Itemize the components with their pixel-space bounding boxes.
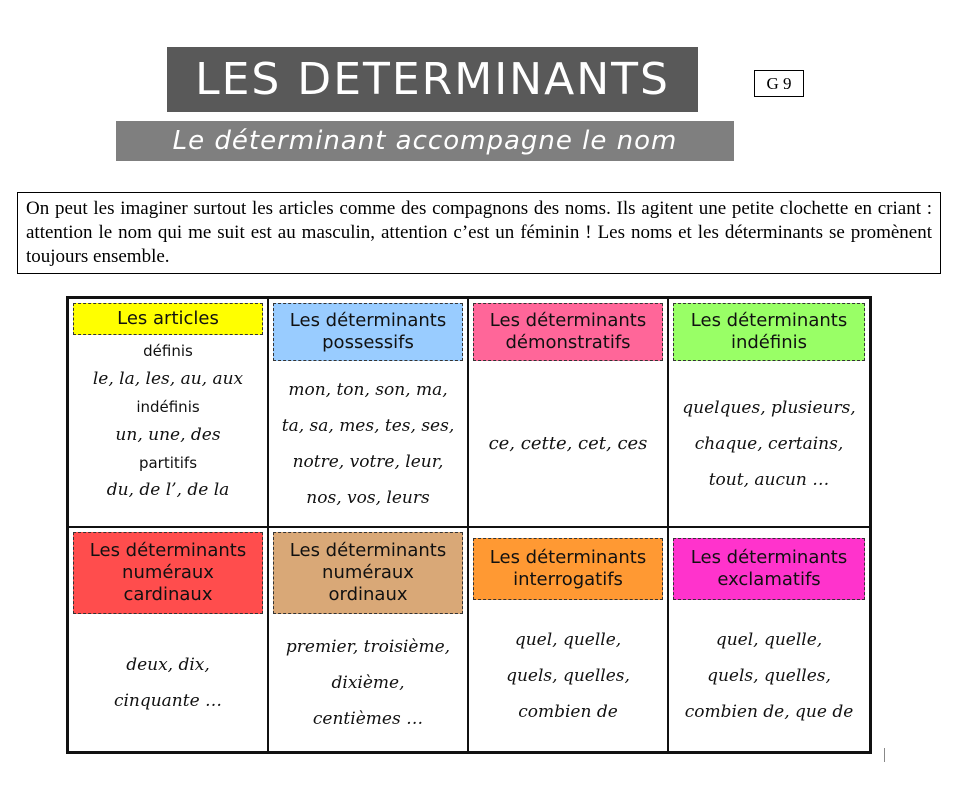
header-cardinaux [73, 532, 263, 614]
cell-articles [69, 299, 269, 528]
header-possessifs [273, 303, 463, 361]
header-indefinis-line1: Les déterminants [690, 310, 848, 331]
ordinaux-line3: centièmes … [312, 708, 424, 729]
header-demonstratifs-line2: démonstratifs [505, 332, 631, 353]
interrogatifs-line3: combien de [518, 701, 618, 722]
page-mark [884, 748, 885, 762]
sheet-code: G 9 [754, 70, 804, 97]
header-cardinaux-line3: cardinaux [123, 584, 213, 605]
cell-interrogatifs [469, 528, 669, 751]
cell-indefinis [669, 299, 869, 528]
examples-indefinis: un, une, des [115, 425, 221, 445]
ordinaux-line2: dixième, [331, 672, 405, 693]
header-ordinaux-line1: Les déterminants [289, 540, 447, 561]
ordinaux-line1: premier, troisième, [285, 636, 451, 657]
indefinis-line3: tout, aucun … [708, 469, 830, 490]
intro-paragraph: On peut les imaginer surtout les articles comme des compagnons des noms. Ils agitent une petite clochette en criant : attention le nom qui me suit est au masculin, attention c’est un féminin ! Les noms et les déterminants se promènent toujours ensemble. [17, 192, 941, 274]
cell-cardinaux [69, 528, 269, 751]
body-articles [69, 335, 267, 526]
header-indefinis-line2: indéfinis [730, 332, 808, 353]
header-indefinis [673, 303, 865, 361]
header-exclamatifs-line1: Les déterminants [690, 547, 848, 568]
page-subtitle: Le déterminant accompagne le nom [116, 121, 734, 161]
label-indefinis: indéfinis [136, 398, 200, 416]
header-ordinaux-line2: numéraux [322, 562, 414, 583]
body-exclamatifs [669, 600, 869, 751]
header-exclamatifs [673, 538, 865, 600]
body-indefinis [669, 361, 869, 526]
cell-exclamatifs [669, 528, 869, 751]
cell-possessifs [269, 299, 469, 528]
cardinaux-line2: cinquante … [113, 690, 223, 711]
exclamatifs-line1: quel, quelle, [715, 629, 823, 650]
possessifs-line1: mon, ton, son, ma, [288, 379, 448, 400]
header-articles-title: Les articles [117, 308, 219, 329]
examples-partitifs: du, de l’, de la [106, 480, 230, 500]
interrogatifs-line2: quels, quelles, [506, 665, 630, 686]
header-interrogatifs-line1: Les déterminants [489, 547, 647, 568]
interrogatifs-line1: quel, quelle, [514, 629, 622, 650]
exclamatifs-line3: combien de, que de [684, 701, 854, 722]
body-possessifs [269, 361, 467, 526]
cell-ordinaux [269, 528, 469, 751]
cardinaux-line1: deux, dix, [126, 654, 210, 675]
determinants-table [66, 296, 872, 754]
header-cardinaux-line1: Les déterminants [89, 540, 247, 561]
header-articles [73, 303, 263, 335]
page-title: LES DETERMINANTS [167, 47, 698, 112]
body-demonstratifs [469, 361, 667, 526]
header-interrogatifs [473, 538, 663, 600]
possessifs-line4: nos, vos, leurs [306, 487, 430, 508]
body-interrogatifs [469, 600, 667, 751]
label-definis: définis [143, 342, 193, 360]
header-ordinaux-line3: ordinaux [328, 584, 408, 605]
possessifs-line3: notre, votre, leur, [292, 451, 444, 472]
header-cardinaux-line2: numéraux [122, 562, 214, 583]
indefinis-line2: chaque, certains, [694, 433, 844, 454]
examples-definis: le, la, les, au, aux [92, 369, 244, 389]
header-possessifs-line2: possessifs [322, 332, 414, 353]
header-demonstratifs-line1: Les déterminants [489, 310, 647, 331]
cell-demonstratifs [469, 299, 669, 528]
header-demonstratifs [473, 303, 663, 361]
header-ordinaux [273, 532, 463, 614]
demonstratifs-line1: ce, cette, cet, ces [488, 432, 648, 454]
indefinis-line1: quelques, plusieurs, [682, 397, 856, 418]
label-partitifs: partitifs [138, 454, 198, 472]
exclamatifs-line2: quels, quelles, [707, 665, 831, 686]
body-cardinaux [69, 614, 267, 751]
header-interrogatifs-line2: interrogatifs [513, 569, 623, 590]
possessifs-line2: ta, sa, mes, tes, ses, [281, 415, 455, 436]
body-ordinaux [269, 614, 467, 751]
header-possessifs-line1: Les déterminants [289, 310, 447, 331]
header-exclamatifs-line2: exclamatifs [717, 569, 821, 590]
